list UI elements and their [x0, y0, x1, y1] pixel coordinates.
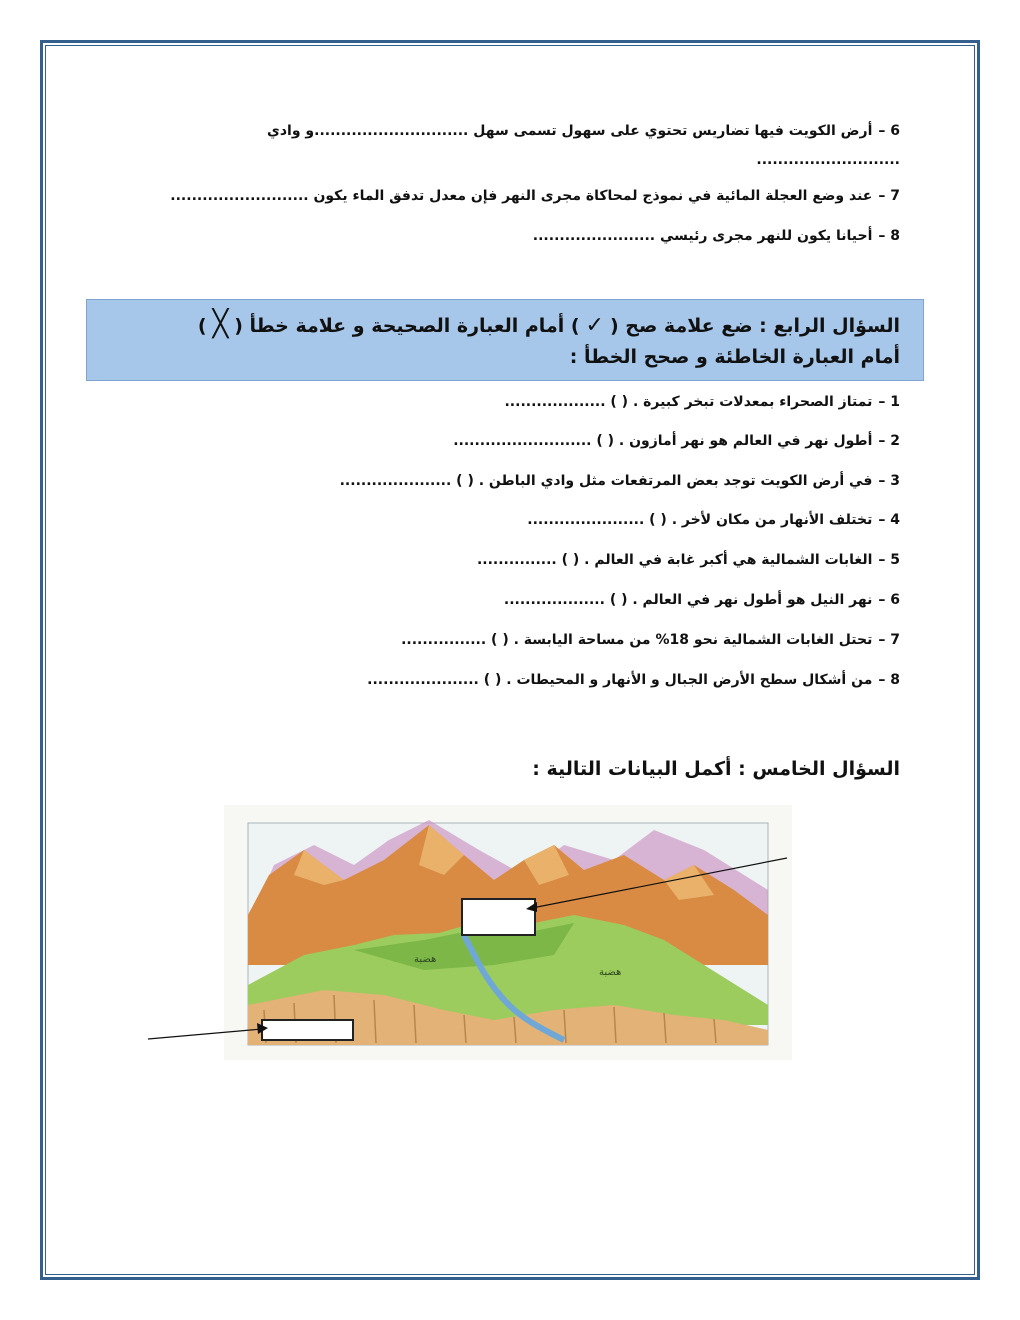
- statement-text: الغابات الشمالية هي أكبر غابة في العالم . ( ) ...............: [476, 552, 873, 568]
- q4-title-part: السؤال الرابع : ضع علامة صح (: [609, 315, 900, 337]
- statement-text: تحتل الغابات الشمالية نحو 18% من مساحة اليابسة . ( ) ................: [401, 632, 873, 648]
- statement-8: [367, 670, 900, 690]
- plateau-label-left: هضبة: [414, 954, 437, 965]
- statement-text: نهر النيل هو أطول نهر في العالم . ( ) ...................: [503, 592, 873, 608]
- statement-text: تختلف الأنهار من مكان لأخر . ( ) ......................: [527, 512, 873, 528]
- item-number: 6 –: [878, 123, 900, 139]
- item-number: 3 –: [878, 473, 900, 489]
- item-text: أحيانا يكون للنهر مجرى رئيسي .......................: [532, 228, 873, 244]
- statement-2: [453, 431, 900, 451]
- plateau-label-right: هضبة: [599, 967, 622, 978]
- question-4-title-line-2: أمام العبارة الخاطئة و صحح الخطأ :: [569, 346, 900, 368]
- statement-5: [477, 550, 900, 570]
- statement-text: أطول نهر في العالم هو نهر أمازون . ( ) ..........................: [453, 433, 873, 449]
- cross-mark-icon: ╳: [212, 309, 229, 339]
- fill-in-7: [170, 186, 900, 206]
- statement-text: تمتاز الصحراء بمعدلات تبخر كبيرة . ( ) ...................: [504, 394, 873, 410]
- item-number: 4 –: [878, 512, 900, 528]
- item-number: 5 –: [878, 552, 900, 568]
- statement-7: [401, 630, 900, 650]
- item-number: 2 –: [878, 433, 900, 449]
- q4-title-part: ): [197, 315, 207, 337]
- answer-box-plateau[interactable]: [261, 1019, 354, 1041]
- item-number: 7 –: [878, 632, 900, 648]
- item-number: 8 –: [878, 672, 900, 688]
- question-4-title-line-1: [198, 311, 900, 339]
- answer-box-mountain[interactable]: [461, 898, 536, 936]
- statement-text: في أرض الكويت توجد بعض المرتفعات مثل وادي الباطن . ( ) .....................: [339, 473, 873, 489]
- statement-text: من أشكال سطح الأرض الجبال و الأنهار و المحيطات . ( ) .....................: [367, 672, 873, 688]
- check-mark-icon: ✓: [585, 313, 604, 338]
- item-number: 1 –: [878, 394, 900, 410]
- fill-in-8: [533, 226, 900, 246]
- statement-1: [504, 392, 900, 412]
- q4-title-part: ) أمام العبارة الصحيحة و علامة خطأ (: [234, 315, 580, 337]
- statement-6: [504, 590, 900, 610]
- item-text: ...........................: [756, 152, 900, 168]
- statement-3: [340, 471, 900, 491]
- fill-in-6-continuation: [756, 150, 900, 170]
- item-number: 7 –: [878, 188, 900, 204]
- question-5-title: السؤال الخامس : أكمل البيانات التالية :: [532, 758, 900, 780]
- item-text: أرض الكويت فيها تضاريس تحتوي على سهول تسمى سهل .............................و وادي: [267, 123, 873, 139]
- item-text: عند وضع العجلة المائية في نموذج لمحاكاة مجرى النهر فإن معدل تدفق الماء يكون ..........................: [170, 188, 873, 204]
- item-number: 6 –: [878, 592, 900, 608]
- item-number: 8 –: [878, 228, 900, 244]
- fill-in-6: [267, 121, 900, 141]
- statement-4: [527, 510, 900, 530]
